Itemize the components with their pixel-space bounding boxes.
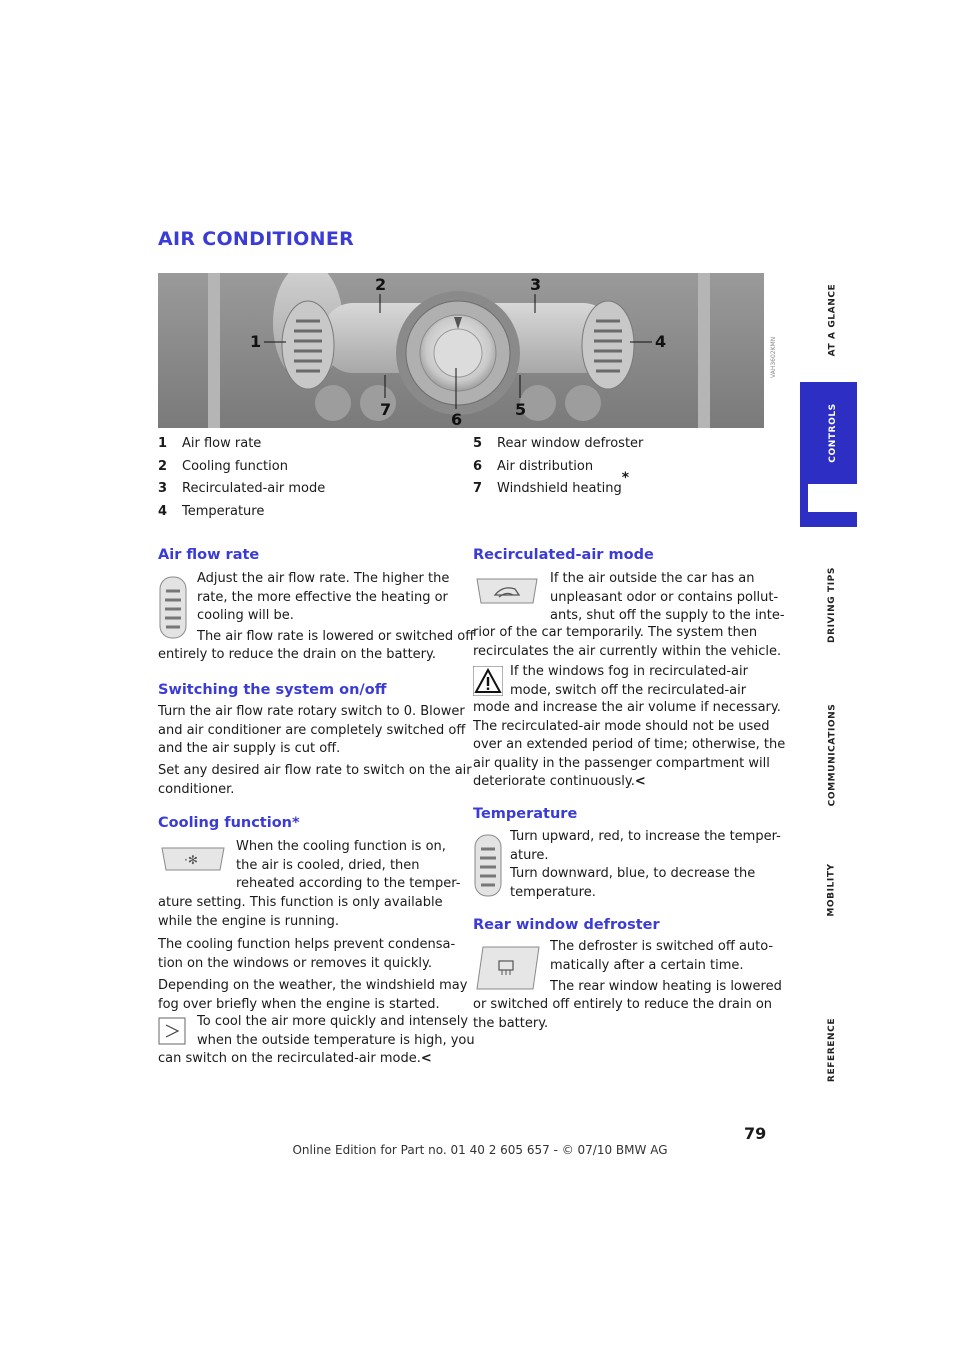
- cooling-tip-cont: can switch on the recirculated-air mode.<: [158, 1051, 432, 1066]
- cooling-p1-cont: ature setting. This function is only available while the engine is running.: [158, 895, 443, 929]
- legend-item: 6 Air distribution: [473, 458, 594, 474]
- side-tab-at-a-glance[interactable]: AT A GLANCE: [827, 283, 837, 357]
- heading-air-flow: Air flow rate: [158, 547, 260, 563]
- heading-cooling: Cooling function*: [158, 815, 300, 831]
- recirc-p1-cont: rior of the car temporarily. The system then recirculates the air currently within the vehicle.: [473, 625, 782, 659]
- rear-defroster-p2-cont: or switched off entirely to reduce the drain on the battery.: [473, 997, 773, 1031]
- side-tab-mobility[interactable]: MOBILITY: [827, 863, 838, 917]
- note-icon: [158, 1017, 186, 1045]
- rear-defroster-p1: The defroster is switched off auto- matically after a certain time.: [550, 939, 774, 973]
- cooling-p1: When the cooling function is on, the air is cooled, dried, then reheated according to the temper-: [236, 839, 461, 891]
- side-tab-driving-tips[interactable]: DRIVING TIPS: [827, 567, 838, 643]
- cooling-p3: Depending on the weather, the windshield may fog over briefly when the engine is started.: [158, 978, 468, 1012]
- legend-item: 1 Air flow rate: [158, 436, 262, 451]
- footer-text: Online Edition for Part no. 01 40 2 605 657 - © 07/10 BMW AG: [292, 1143, 668, 1157]
- callout-3: 3: [530, 275, 542, 294]
- rear-defroster-button-icon: [473, 943, 543, 993]
- legend-item: 7 Windshield heating *: [473, 470, 630, 497]
- legend-left: [158, 433, 325, 524]
- side-tab-bar: [800, 382, 808, 527]
- legend-item: 5 Rear window defroster: [473, 436, 644, 451]
- callout-1: 1: [250, 332, 262, 351]
- air-flow-p2-cont: entirely to reduce the drain on the battery.: [158, 647, 436, 662]
- temperature-wheel-icon: [473, 833, 503, 898]
- legend-item: 4 Temperature: [158, 504, 265, 520]
- callout-5: 5: [515, 400, 527, 419]
- cooling-button-icon: [158, 842, 228, 876]
- air-flow-p1: Adjust the air flow rate. The higher the rate, the more effective the heating or cooling will be.: [197, 571, 450, 623]
- callout-7: 7: [380, 400, 392, 419]
- page-title: AIR CONDITIONER: [158, 228, 355, 250]
- air-flow-p2: The air flow rate is lowered or switched off: [197, 629, 475, 644]
- side-tab-bottom: [800, 512, 857, 527]
- cooling-tip: To cool the air more quickly and intensely when the outside temperature is high, you: [197, 1014, 475, 1048]
- heading-recirc: Recirculated-air mode: [473, 547, 654, 563]
- callout-6: 6: [451, 410, 463, 428]
- rear-defroster-p2: The rear window heating is lowered: [550, 979, 782, 994]
- cooling-p2: The cooling function helps prevent condensa- tion on the windows or removes it quickly.: [158, 937, 456, 971]
- photo-code: VAH3602KMN: [770, 336, 777, 378]
- switching-p2: Set any desired air flow rate to switch on the air conditioner.: [158, 763, 472, 797]
- side-tab-controls[interactable]: CONTROLS: [808, 382, 857, 484]
- side-tab-reference[interactable]: REFERENCE: [827, 1017, 838, 1083]
- heading-switching: Switching the system on/off: [158, 682, 387, 698]
- switching-p1: Turn the air flow rate rotary switch to 0. Blower and air conditioner are completely switched off and the air supply is cut off.: [158, 704, 466, 756]
- legend-item: 2 Cooling function: [158, 458, 288, 474]
- temperature-text: Turn upward, red, to increase the temper- ature. Turn downward, blue, to decrease the temperature.: [510, 829, 781, 900]
- page-number: 79: [744, 1124, 767, 1143]
- recirc-warning-cont: mode and increase the air volume if necessary. The recirculated-air mode should not be used over an extended period of time; otherwise, the air quality in the passenger compartment will deteriorate continuously.<: [473, 700, 786, 789]
- legend-item: 3 Recirculated-air mode: [158, 481, 326, 497]
- recirc-warning: If the windows fog in recirculated-air mode, switch off the recirculated-air: [510, 664, 748, 698]
- svg-text:·✻: ·✻: [184, 853, 198, 867]
- recirc-p1: If the air outside the car has an unpleasant odor or contains pollut- ants, shut off the supply to the inte-: [550, 571, 785, 623]
- airflow-wheel-icon: [158, 575, 188, 640]
- heading-temperature: Temperature: [473, 806, 578, 822]
- callout-2: 2: [375, 275, 387, 294]
- callout-4: 4: [655, 332, 667, 351]
- legend-right: [473, 433, 643, 501]
- warning-icon: [473, 666, 503, 696]
- heading-rear-defroster: Rear window defroster: [473, 917, 660, 933]
- ac-panel-photo: [158, 273, 764, 428]
- side-tab-communications[interactable]: COMMUNICATIONS: [827, 703, 837, 807]
- recirc-button-icon: [473, 573, 541, 609]
